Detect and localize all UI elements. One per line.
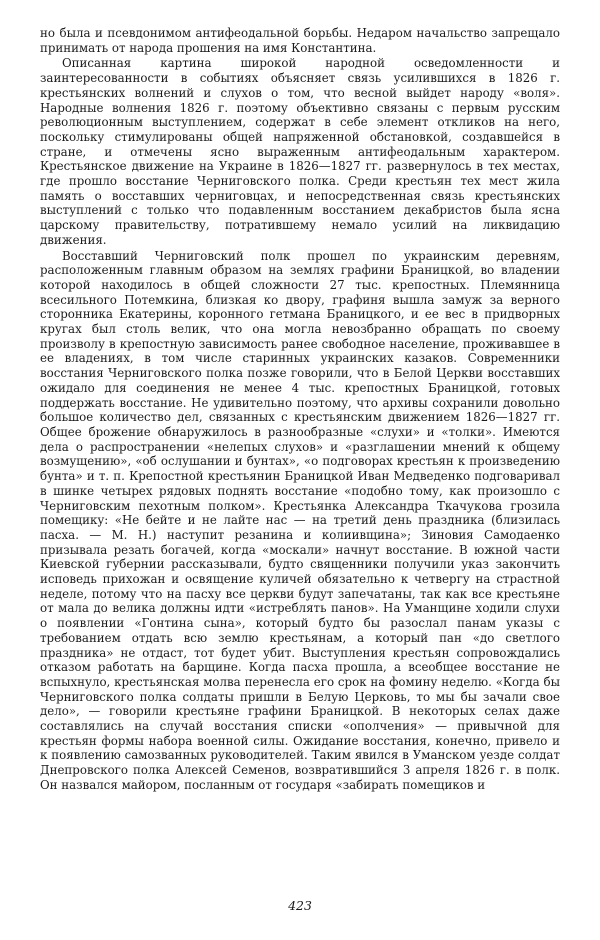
paragraph-1: но была и псевдонимом антифеодальной борьбы. Недаром начальство запрещало принимать от народа прошения на имя Константина.	[40, 26, 560, 55]
paragraph-2: Описанная картина широкой народной осведомленности и заинтересованности в событиях объясняет связь усилившихся в 1826 г. крестьянских волнений и слухов о том, что весной выйдет народу «воля». Народные волнения 1826 г. поэтому объективно связаны с первым русским революционным выступлением, содержат в себе элемент откликов на него, поскольку стимулированы общей напряженной обстановкой, создавшейся в стране, и отмечены ясно выраженным антифеодальным характером. Крестьянское движение на Украине в 1826—1827 гг. развернулось в тех местах, где прошло восстание Черниговского полка. Среди крестьян тех мест жила память о восставших черниговцах, и непосредственная связь крестьянских выступлений с только что подавленным восстанием декабристов была ясна царскому правительству, потратившему немало усилий на ликвидацию движения.	[40, 56, 560, 247]
page-body	[40, 26, 560, 793]
paragraph-3: Восставший Черниговский полк прошел по украинским деревням, расположенным главным образом на землях графини Браницкой, во владении которой находилось в общей сложности 27 тыс. крепостных. Племянница всесильного Потемкина, близкая ко двору, графиня вышла замуж за верного сторонника Екатерины, коронного гетмана Браницкого, и ее вес в придворных кругах был столь велик, что она могла невозбранно обращать по своему произволу в крепостную зависимость ранее свободное население, проживавшее в ее владениях, в том числе старинных украинских казаков. Современники восстания Черниговского полка позже говорили, что в Белой Церкви восставших ожидало для соединения не менее 4 тыс. крепостных Браницкой, готовых поддержать восстание. Не удивительно поэтому, что архивы сохранили довольно большое количество дел, связанных с крестьянским движением 1826—1827 гг. Общее брожение обнаружилось в разнообразные «слухи» и «толки». Имеются дела о распространении «нелепых слухов» и «разглашении мнений к общему возмущению», «об ослушании и бунтах», «о подговорах крестьян к произведению бунта» и т. п. Крепостной крестьянин Браницкой Иван Медведенко подговаривал в шинке четырех рядовых поднять восстание «подобно тому, как произошло с Черниговским пехотным полком». Крестьянка Александра Ткачукова грозила помещику: «Не бейте и не лайте нас — на третий день праздника (близилась пасха. — М. Н.) наступит резанина и колиивщина»; Зиновия Самодаенко призывала резать богачей, когда «москали» начнут восстание. В южной части Киевской губернии рассказывали, будто священники получили указ закончить исповедь прихожан и освящение куличей обязательно к четвергу на страстной неделе, потому что на пасху все церкви будут запечатаны, так как все крестьяне от мала до велика должны идти «истреблять панов». На Уманщине ходили слухи о появлении «Гонтина сына», который будто бы разослал панам указы с требованием отдать всю землю крестьянам, а который пан «до светлого праздника» не отдаст, тот будет убит. Выступления крестьян сопровождались отказом работать на барщине. Когда пасха прошла, а всеобщее восстание не вспыхнуло, крестьянская молва перенесла его срок на фомину неделю. «Когда бы Черниговского полка солдаты пришли в Белую Церковь, то мы бы зачали свое дело», — говорили крестьяне графини Браницкой. В некоторых селах даже составлялись на случай восстания списки «ополчения» — привычной для крестьян формы набора военной силы. Ожидание восстания, конечно, привело и к появлению самозванных руководителей. Таким явился в Уманском уезде солдат Днепровского полка Алексей Семенов, возвратившийся 3 апреля 1826 г. в полк. Он назвался майором, посланным от государя «забирать помещиков и	[40, 248, 560, 792]
page-number: 423	[288, 898, 312, 913]
